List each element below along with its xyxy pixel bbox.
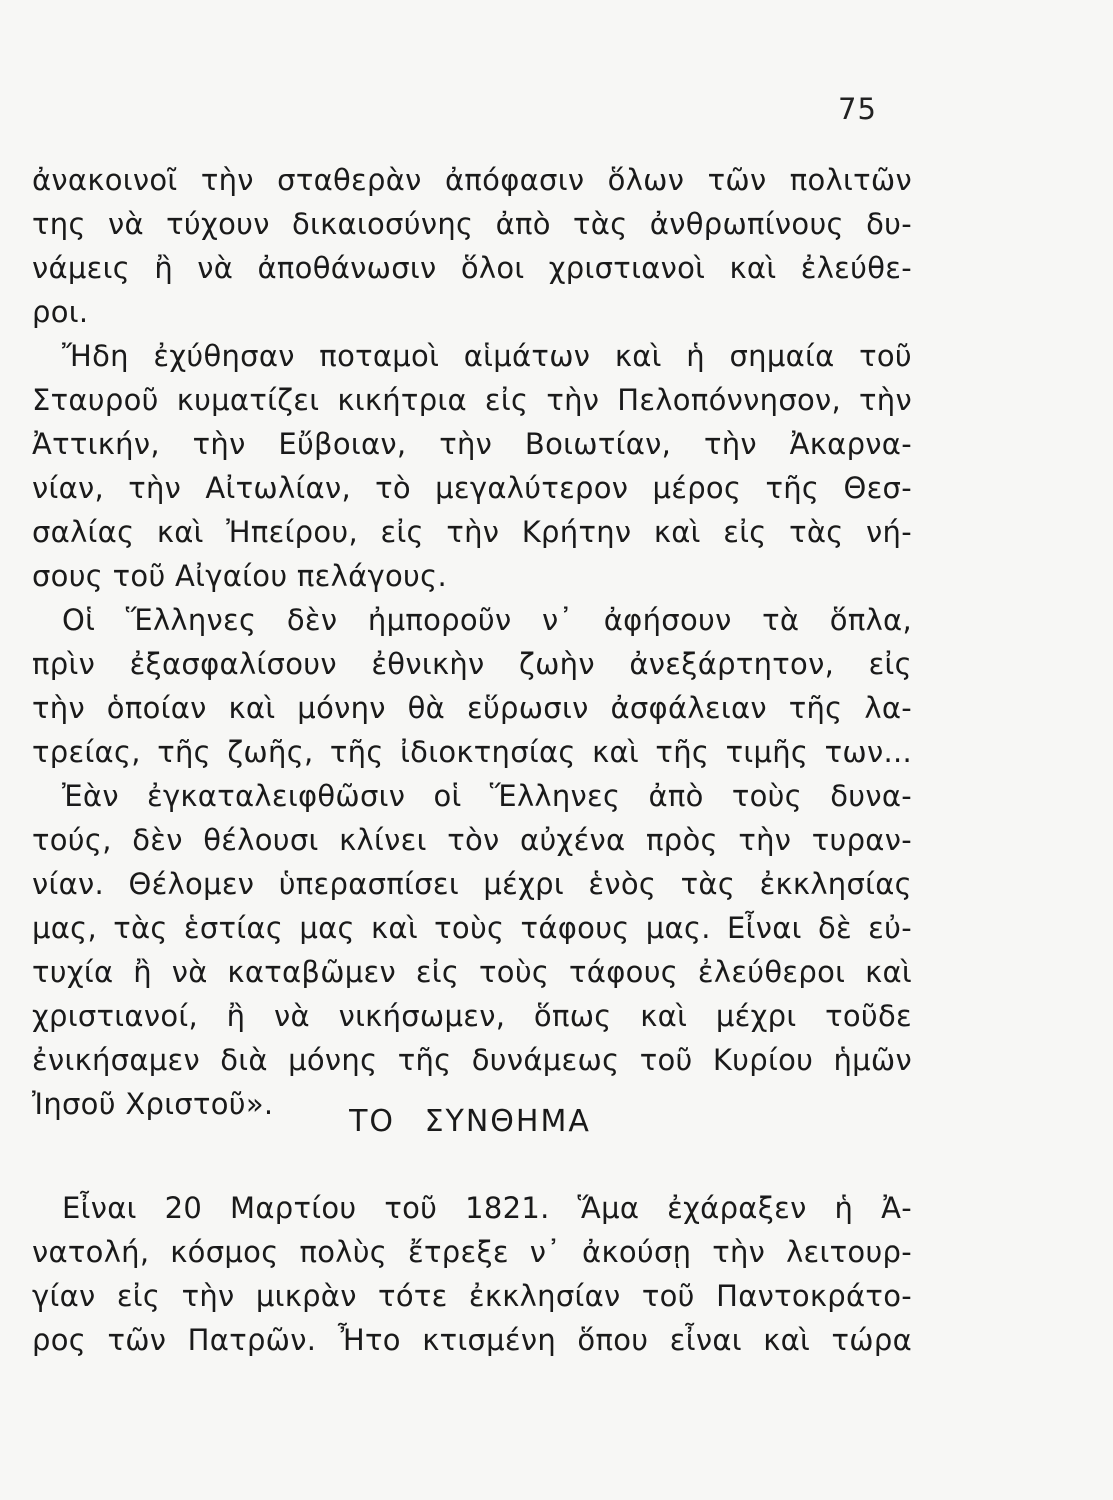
- text-line: γίαν εἰς τὴν μικρὰν τότε ἐκκλησίαν τοῦ Παντοκράτο-: [32, 1279, 912, 1313]
- text-line: Ἀττικήν, τὴν Εὔβοιαν, τὴν Βοιωτίαν, τὴν Ἀκαρνα-: [32, 427, 912, 461]
- text-line: Ἐὰν ἐγκαταλειφθῶσιν οἱ Ἕλληνες ἀπὸ τοὺς δυνα-: [62, 779, 912, 813]
- section-heading: ΤΟ ΣΥΝΘΗΜΑ: [349, 1104, 591, 1139]
- text-line: τούς, δὲν θέλουσι κλίνει τὸν αὐχένα πρὸς τὴν τυραν-: [32, 823, 912, 857]
- text-line: τρείας, τῆς ζωῆς, τῆς ἰδιοκτησίας καὶ τῆς τιμῆς των...: [32, 735, 912, 769]
- text-line: Ἤδη ἐχύθησαν ποταμοὶ αἱμάτων καὶ ἡ σημαία τοῦ: [62, 339, 912, 373]
- text-line: σους τοῦ Αἰγαίου πελάγους.: [32, 559, 447, 593]
- text-line: της νὰ τύχουν δικαιοσύνης ἀπὸ τὰς ἀνθρωπίνους δυ-: [32, 207, 912, 241]
- text-line: πρὶν ἐξασφαλίσουν ἐθνικὴν ζωὴν ἀνεξάρτητον, εἰς: [32, 647, 912, 681]
- text-line: τὴν ὁποίαν καὶ μόνην θὰ εὕρωσιν ἀσφάλειαν τῆς λα-: [32, 691, 912, 725]
- text-line: νατολή, κόσμος πολὺς ἔτρεξε ν᾽ ἀκούσῃ τὴν λειτουρ-: [32, 1235, 912, 1269]
- text-line: σαλίας καὶ Ἠπείρου, εἰς τὴν Κρήτην καὶ εἰς τὰς νή-: [32, 515, 912, 549]
- text-line: Σταυροῦ κυματίζει κικήτρια εἰς τὴν Πελοπόννησον, τὴν: [32, 383, 912, 417]
- text-line: τυχία ἢ νὰ καταβῶμεν εἰς τοὺς τάφους ἐλεύθεροι καὶ: [32, 955, 912, 989]
- page-number: 75: [838, 92, 877, 126]
- text-line: ροι.: [32, 295, 89, 329]
- text-line: ρος τῶν Πατρῶν. Ἦτο κτισμένη ὅπου εἶναι καὶ τώρα: [32, 1323, 912, 1357]
- text-line: ἀνακοινοῖ τὴν σταθερὰν ἀπόφασιν ὅλων τῶν πολιτῶν: [32, 163, 912, 197]
- text-line: Ἰησοῦ Χριστοῦ».: [32, 1087, 274, 1121]
- text-line: μας, τὰς ἑστίας μας καὶ τοὺς τάφους μας. Εἶναι δὲ εὐ-: [32, 911, 912, 945]
- text-line: ἐνικήσαμεν διὰ μόνης τῆς δυνάμεως τοῦ Κυρίου ἡμῶν: [32, 1043, 912, 1077]
- text-line: Εἶναι 20 Μαρτίου τοῦ 1821. Ἅμα ἐχάραξεν ἡ Ἀ-: [62, 1191, 912, 1225]
- text-line: χριστιανοί, ἢ νὰ νικήσωμεν, ὅπως καὶ μέχρι τοῦδε: [32, 999, 912, 1033]
- text-line: νίαν, τὴν Αἰτωλίαν, τὸ μεγαλύτερον μέρος τῆς Θεσ-: [32, 471, 912, 505]
- text-line: νάμεις ἢ νὰ ἀποθάνωσιν ὅλοι χριστιανοὶ καὶ ἐλεύθε-: [32, 251, 912, 285]
- text-line: νίαν. Θέλομεν ὑπερασπίσει μέχρι ἑνὸς τὰς ἐκκλησίας: [32, 867, 912, 901]
- text-line: Οἱ Ἕλληνες δὲν ἠμποροῦν ν᾽ ἀφήσουν τὰ ὅπλα,: [62, 603, 912, 637]
